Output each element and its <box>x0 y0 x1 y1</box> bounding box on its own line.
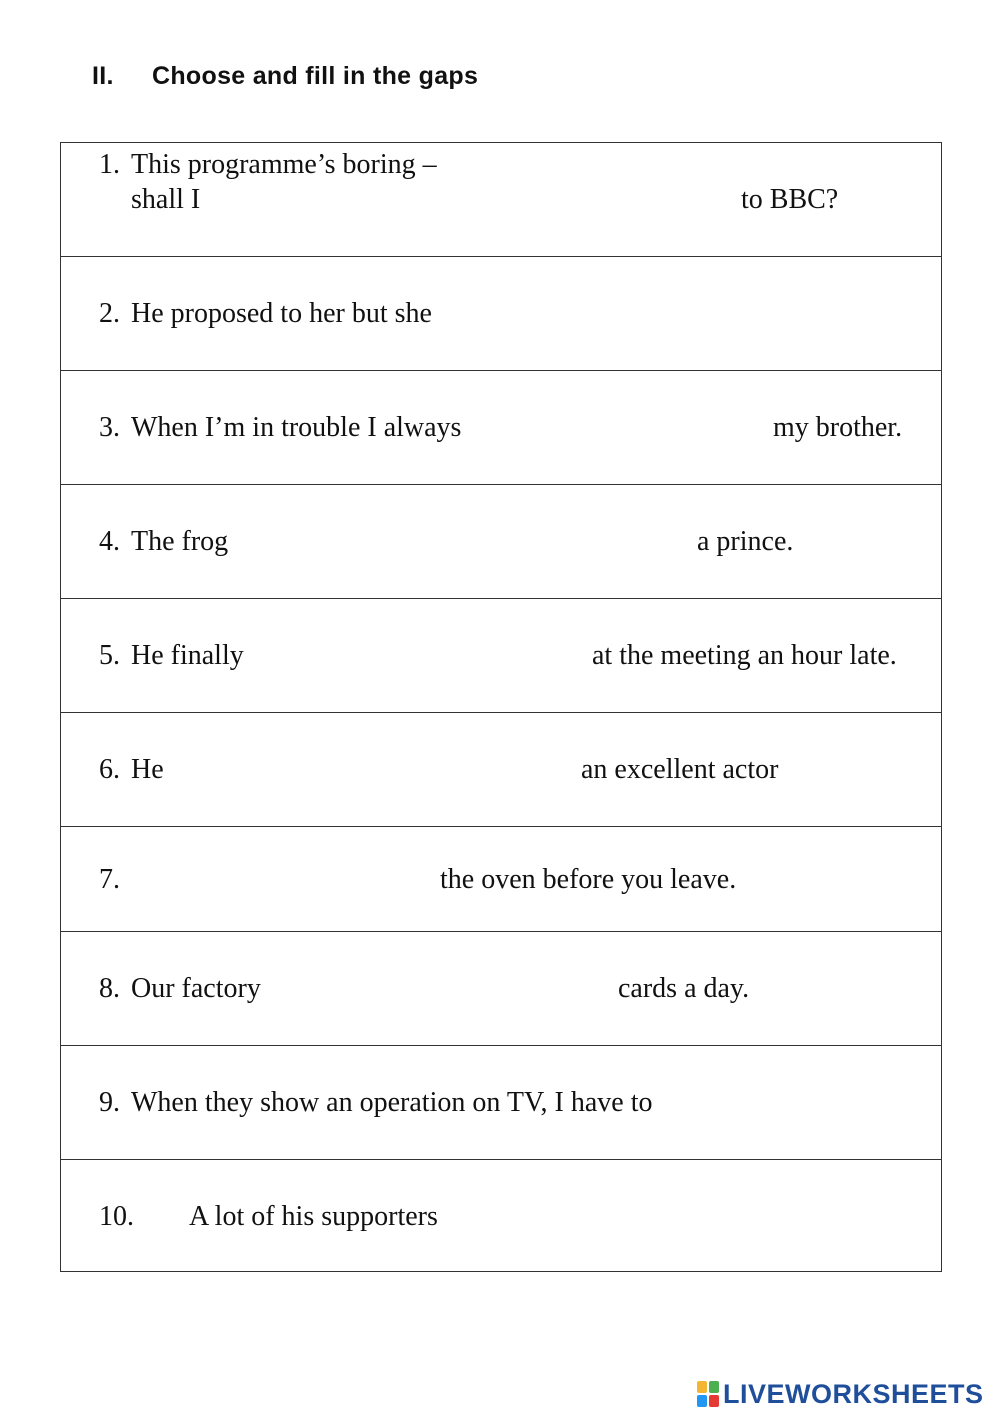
exercise-row-5 <box>61 599 941 713</box>
item-10-answer-input[interactable] <box>471 1199 911 1235</box>
item-8-answer-input[interactable] <box>286 971 606 1007</box>
item-5-before: He finally <box>131 640 244 671</box>
exercise-row-2 <box>61 257 941 371</box>
item-7-number: 7. <box>99 864 120 895</box>
item-9-number: 9. <box>99 1087 120 1118</box>
item-5-number: 5. <box>99 640 120 671</box>
item-4-number: 4. <box>99 526 120 557</box>
item-1-before: shall I <box>131 184 201 215</box>
logo-tile-i <box>709 1381 719 1393</box>
item-8-number: 8. <box>99 973 120 1004</box>
item-6-number: 6. <box>99 754 120 785</box>
item-7-after: the oven before you leave. <box>440 864 737 895</box>
item-4-after: a prince. <box>697 526 794 557</box>
logo-tile-e <box>709 1395 719 1407</box>
liveworksheets-logo <box>697 1377 984 1411</box>
item-1-number: 1. <box>99 149 120 180</box>
exercise-row-3 <box>61 371 941 485</box>
section-title: Choose and fill in the gaps <box>152 62 479 90</box>
item-7-answer-input[interactable] <box>141 862 431 898</box>
exercise-row-7 <box>61 827 941 932</box>
item-4-answer-input[interactable] <box>246 524 686 560</box>
item-2-answer-input[interactable] <box>471 296 911 332</box>
exercise-row-1 <box>61 143 941 257</box>
item-5-after: at the meeting an hour late. <box>592 640 897 671</box>
exercise-row-8 <box>61 932 941 1046</box>
liveworksheets-logo-icon <box>697 1381 719 1407</box>
exercise-table <box>60 142 942 1272</box>
item-8-before: Our factory <box>131 973 261 1004</box>
item-1-answer-input[interactable] <box>231 182 731 218</box>
item-9-before: When they show an operation on TV, I have to <box>131 1087 653 1118</box>
exercise-row-10 <box>61 1160 941 1273</box>
logo-tile-l <box>697 1381 707 1393</box>
section-number: II. <box>92 62 114 90</box>
item-9-answer-input[interactable] <box>706 1085 921 1121</box>
item-2-before: He proposed to her but she <box>131 298 432 329</box>
item-3-before: When I’m in trouble I always <box>131 412 462 443</box>
item-10-before: A lot of his supporters <box>189 1201 438 1232</box>
section-heading <box>92 62 478 91</box>
item-6-after: an excellent actor <box>581 754 779 785</box>
item-1-after: to BBC? <box>741 184 839 215</box>
item-8-after: cards a day. <box>618 973 750 1004</box>
item-2-number: 2. <box>99 298 120 329</box>
item-6-before: He <box>131 754 164 785</box>
exercise-row-9 <box>61 1046 941 1160</box>
item-1-line1: This programme’s boring – <box>131 149 437 180</box>
logo-text: LIVEWORKSHEETS <box>723 1378 984 1409</box>
item-4-before: The frog <box>131 526 229 557</box>
item-3-answer-input[interactable] <box>496 410 766 446</box>
item-10-number: 10. <box>99 1201 134 1232</box>
item-3-number: 3. <box>99 412 120 443</box>
exercise-row-6 <box>61 713 941 827</box>
logo-tile-v <box>697 1395 707 1407</box>
exercise-row-4 <box>61 485 941 599</box>
item-3-after: my brother. <box>773 412 903 443</box>
item-5-answer-input[interactable] <box>266 638 581 674</box>
item-6-answer-input[interactable] <box>181 752 566 788</box>
